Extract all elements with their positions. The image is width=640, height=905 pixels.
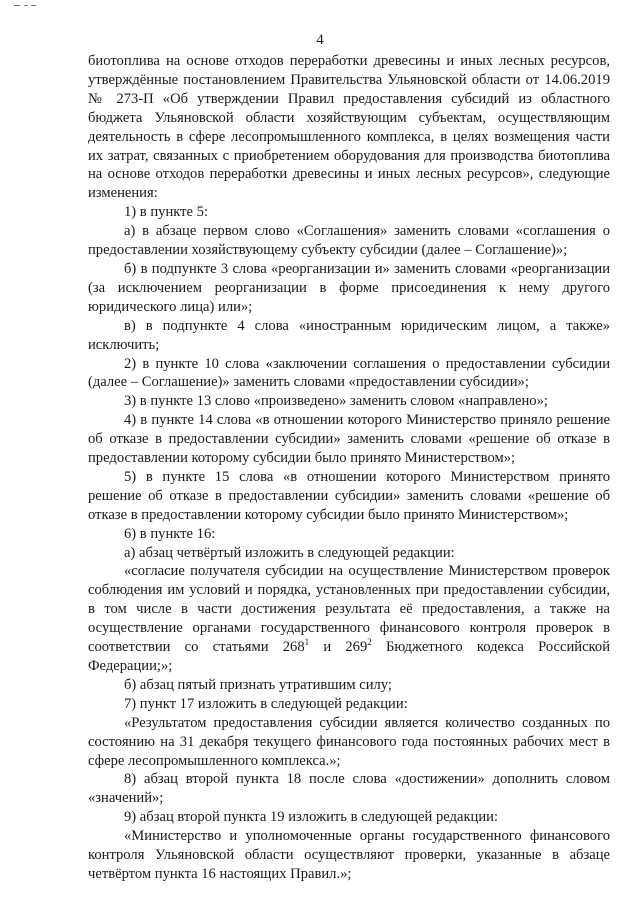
scan-artifact [14,5,20,6]
paragraph-quote-16 [88,562,610,675]
paragraph-item-1: 1) в пункте 5: [124,204,209,221]
paragraph-item-8: 8) абзац второй пункта 18 после слова «достижении» дополнить словом «значений»; [88,771,610,807]
paragraph-item-1b: б) в подпункте 3 слова «реорганизации и» заменить словами «реорганизации (за исключением реорганизации в форме присоединения к нему другого юридического лица) или»; [88,260,610,315]
paragraph-item-5: 5) в пункте 15 слова «в отношении которого Министерством принято решение об отказе в предоставлении субсидии» заменить словами «решение об отказе в предоставлении которому субсидии было принято Министерством»; [88,468,610,523]
paragraph-item-7: 7) пункт 17 изложить в следующей редакции: [124,695,408,712]
paragraph-item-6: 6) в пункте 16: [124,525,216,542]
paragraph-quote-17: «Результатом предоставления субсидии является количество созданных по состоянию на 31 декабря текущего финансового года постоянных рабочих мест в сфере лесопромышленного комплекса.»; [88,714,610,769]
paragraph-item-6b: б) абзац пятый признать утратившим силу; [124,676,392,693]
scan-artifact [24,5,28,6]
footnote-sup-2: 2 [367,637,372,648]
paragraph-item-1a: а) в абзаце первом слово «Соглашения» заменить словами «соглашения о предоставлении хозяйствующему субъекту субсидии (далее – Соглашение)»; [88,223,610,259]
paragraph-item-1c: в) в подпункте 4 слова «иностранным юридическим лицом, а также» исключить; [88,317,610,353]
paragraph-item-4: 4) в пункте 14 слова «в отношении которого Министерство приняло решение об отказе в предоставлении субсидии» заменить словами «решение об отказе в предоставлении которому субсидии было принято Министерством»; [88,412,610,467]
paragraph-item-3: 3) в пункте 13 слово «произведено» заменить словом «направлено»; [124,393,548,410]
paragraph-intro: биотоплива на основе отходов переработки древесины и иных лесных ресурсов, утверждённые постановлением Правительства Ульяновской области от 14.06.2019 № 273-П «Об утверждении Правил предоставления субсидий из областного бюджета Ульяновской области хозяйствующим субъектам, осуществляющим деятельность в сфере лесопромышленного комплекса, в целях возмещения части их затрат, связанных с приобретением оборудования для производства биотоплива на основе отходов переработки древесины и иных лесных ресурсов», следующие изменения: [88,53,610,202]
paragraph-item-9: 9) абзац второй пункта 19 изложить в следующей редакции: [124,809,499,826]
paragraph-quote-19: «Министерство и уполномоченные органы государственного финансового контроля Ульяновской области осуществляют проверки, указанные в абзаце четвёртом пункта 16 настоящих Правил.»; [88,828,610,882]
quote-tail: Бюджетного кодекса Российской Федерации;»; [88,639,611,674]
scan-artifact [31,5,36,6]
quote-text: «согласие получателя субсидии на осуществление Министерством проверок соблюдения им условий и порядка, установленных при предоставлении субсидии, в том числе в части достижения результата её предоставления, а также на осуществление органами государственного финансового контроля проверок в соответствии со статьями 268 [88,563,610,656]
paragraph-item-2: 2) в пункте 10 слова «заключении соглашения о предоставлении субсидии (далее – Соглашение)» заменить словами «предоставлении субсидии»; [88,355,610,391]
document-body [88,52,610,884]
page-number: 4 [316,32,324,48]
paragraph-item-6a: а) абзац четвёртый изложить в следующей редакции: [124,544,455,561]
quote-mid: и 269 [309,639,368,656]
footnote-sup-1: 1 [304,637,310,648]
